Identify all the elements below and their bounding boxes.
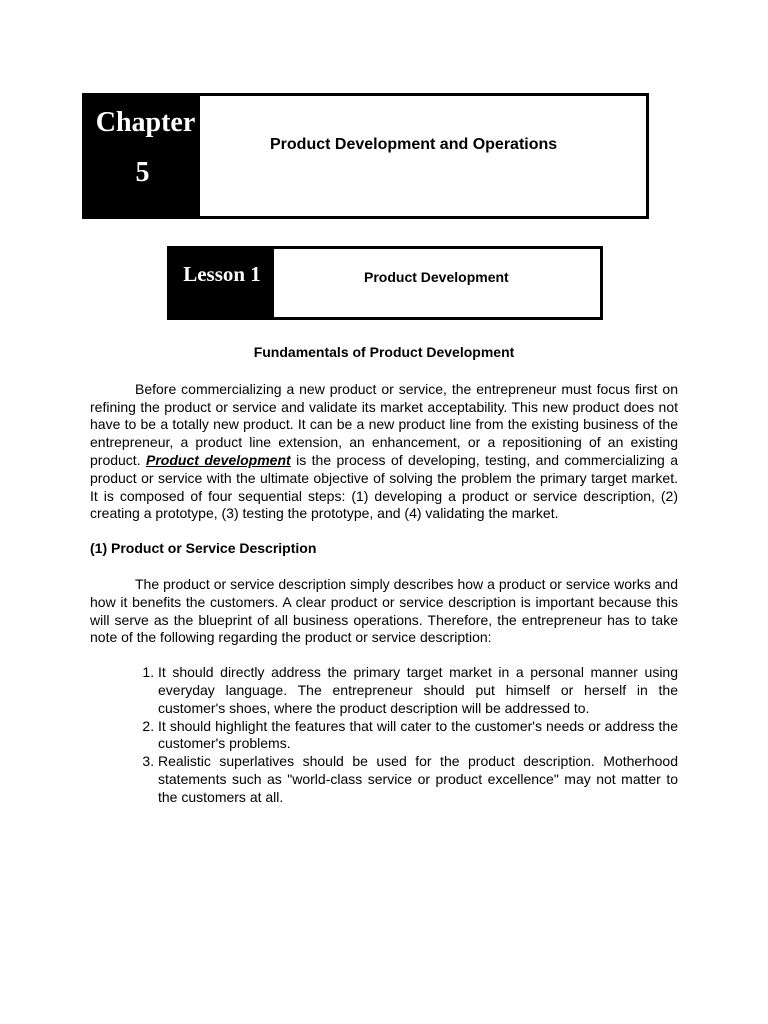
- list-item: 3. Realistic superlatives should be used for the product description. Motherhood statements such as "world-class service or product excellence" may not matter to the customers at all.: [158, 753, 678, 806]
- product-development-term: Product development: [146, 451, 291, 468]
- guideline-list: [90, 664, 678, 806]
- section-heading: Fundamentals of Product Development: [253, 344, 515, 360]
- chapter-label: [85, 96, 200, 216]
- lesson-title: Product Development: [364, 269, 509, 285]
- lesson-header: [167, 246, 603, 320]
- list-item: 1. It should directly address the primary target market in a personal manner using everyday language. The entrepreneur should put himself or herself in the customer's shoes, where the product description will be addressed to.: [158, 664, 678, 717]
- document-body: [90, 344, 678, 807]
- chapter-word: Chapter: [95, 107, 196, 138]
- description-paragraph: The product or service description simply describes how a product or service works and how it benefits the customers. A clear product or service description is important because this will serve as the blueprint of all business operations. Therefore, the entrepreneur has to take note of the following regarding the product or service description:: [90, 575, 678, 646]
- chapter-title: Product Development and Operations: [270, 136, 558, 153]
- intro-text-before: Before commercializing a new product or service, the entrepreneur must focus first on refining the product or service and validate its market acceptability. This new product does not have to be a totally new product. It can be a new product line from the existing business of the entrepreneur, a product line extension, an enhancement, or a repositioning of an existing product.: [90, 380, 678, 468]
- chapter-number: 5: [135, 157, 150, 188]
- lesson-label: Lesson 1: [170, 249, 274, 317]
- list-item: 2. It should highlight the features that will cater to the customer's needs or address the customer's problems.: [158, 718, 678, 754]
- intro-text-after: is the process of developing, testing, and commercializing a product or service with the ultimate objective of solving the problem the primary target market. It is composed of four sequential steps: (1) developing a product or service description, (2) creating a prototype, (3) testing the prototype, and (4) validating the market.: [90, 451, 678, 522]
- subsection-heading: (1) Product or Service Description: [90, 540, 317, 557]
- chapter-header: [82, 93, 649, 219]
- intro-paragraph: [90, 381, 678, 523]
